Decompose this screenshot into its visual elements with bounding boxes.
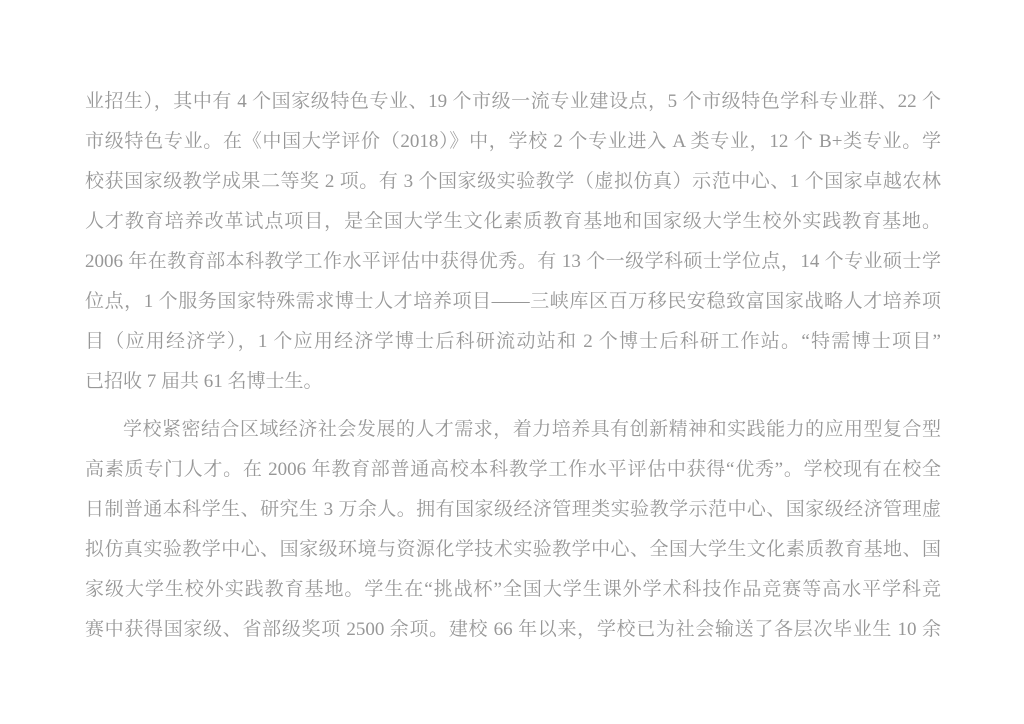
text-line: 拟仿真实验教学中心、国家级环境与资源化学技术实验教学中心、全国大学生文化素质教育基地、国 xyxy=(85,539,941,560)
text-line: 高素质专门人才。在 2006 年教育部普通高校本科教学工作水平评估中获得“优秀”。学校现有在校全 xyxy=(85,459,941,480)
text-line: 已招收 7 届共 61 名博士生。 xyxy=(85,371,323,392)
text-line: 日制普通本科学生、研究生 3 万余人。拥有国家级经济管理类实验教学示范中心、国家级经济管理虚 xyxy=(85,499,941,520)
text-line: 学校紧密结合区域经济社会发展的人才需求，着力培养具有创新精神和实践能力的应用型复合型 xyxy=(123,419,941,440)
text-line: 位点，1 个服务国家特殊需求博士人才培养项目——三峡库区百万移民安稳致富国家战略人才培养项 xyxy=(85,291,941,312)
text-line: 人才教育培养改革试点项目，是全国大学生文化素质教育基地和国家级大学生校外实践教育基地。 xyxy=(85,211,941,232)
text-line: 业招生），其中有 4 个国家级特色专业、19 个市级一流专业建设点，5 个市级特色学科专业群、22 个 xyxy=(85,91,941,112)
text-line: 家级大学生校外实践教育基地。学生在“挑战杯”全国大学生课外学术科技作品竞赛等高水平学科竞 xyxy=(85,579,941,600)
paragraph-2 xyxy=(85,410,941,650)
text-line: 目（应用经济学），1 个应用经济学博士后科研流动站和 2 个博士后科研工作站。“特需博士项目” xyxy=(85,331,941,352)
text-line: 2006 年在教育部本科教学工作水平评估中获得优秀。有 13 个一级学科硕士学位点，14 个专业硕士学 xyxy=(85,251,941,272)
paragraph-1 xyxy=(85,82,941,402)
text-line: 市级特色专业。在《中国大学评价（2018）》中，学校 2 个专业进入 A 类专业，12 个 B+类专业。学 xyxy=(85,131,941,152)
document-text xyxy=(85,82,941,650)
text-line: 赛中获得国家级、省部级奖项 2500 余项。建校 66 年以来，学校已为社会输送了各层次毕业生 10 余 xyxy=(85,619,941,640)
text-line: 校获国家级教学成果二等奖 2 项。有 3 个国家级实验教学（虚拟仿真）示范中心、1 个国家卓越农林 xyxy=(85,171,941,192)
